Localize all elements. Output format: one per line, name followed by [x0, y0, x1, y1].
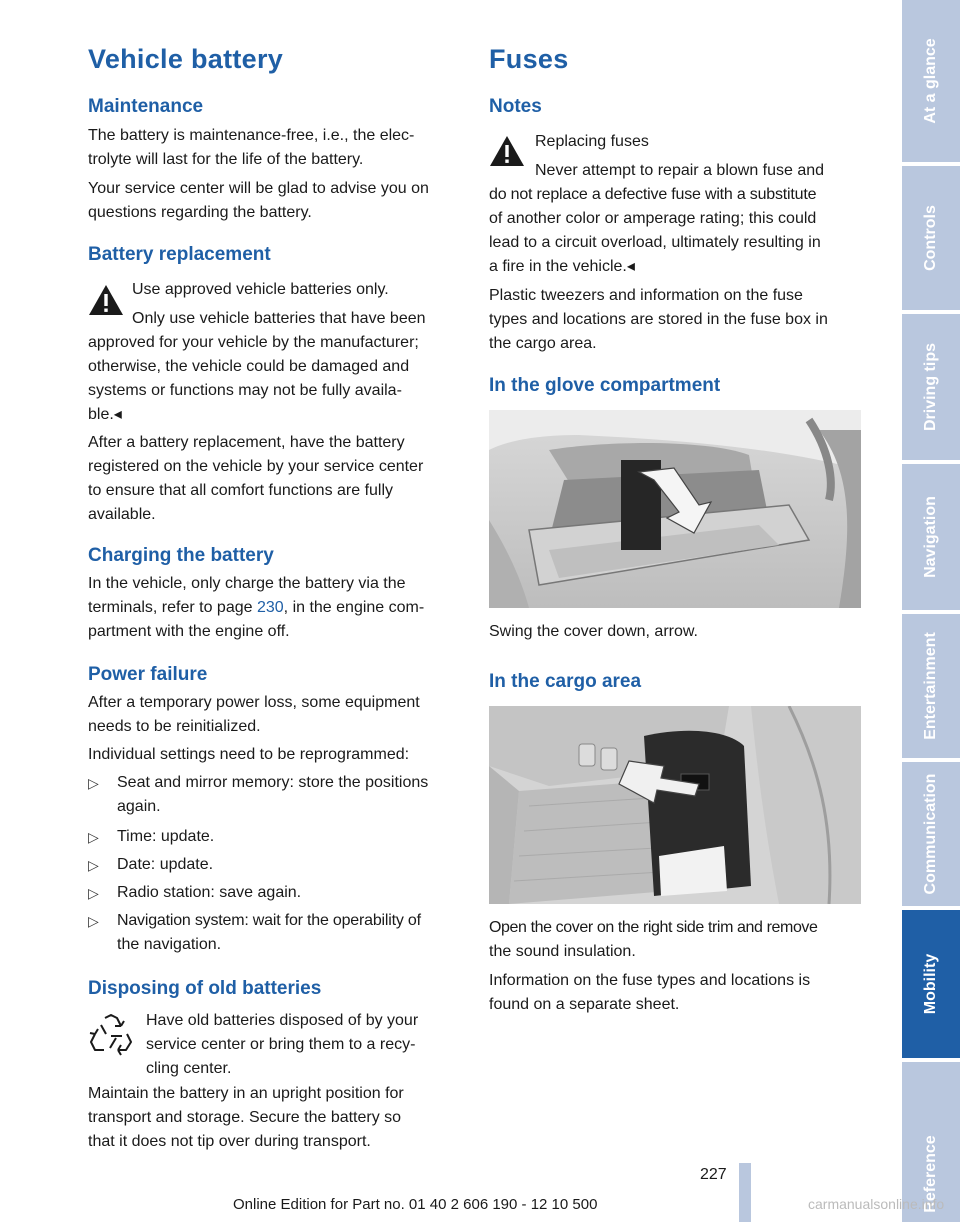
list-item: Radio station: save again. — [117, 884, 302, 901]
cargo-text: Open the cover on the right side trim and remove — [489, 919, 818, 936]
tab-at-a-glance[interactable] — [902, 0, 960, 162]
page-number-marker — [739, 1163, 751, 1222]
warning-text: Only use vehicle batteries that have been — [132, 310, 426, 327]
charging-text: In the vehicle, only charge the battery via the — [88, 575, 406, 592]
warning-icon — [489, 135, 525, 167]
tab-communication[interactable] — [902, 762, 960, 906]
tab-label: Mobility — [922, 953, 939, 1015]
disposal-text: cling center. — [146, 1060, 232, 1077]
fuse-info-text: Plastic tweezers and information on the fuse — [489, 287, 803, 304]
tab-mobility[interactable] — [902, 910, 960, 1058]
list-item: Date: update. — [117, 856, 214, 873]
heading-battery-replacement: Battery replacement — [88, 244, 271, 265]
tab-controls[interactable] — [902, 166, 960, 310]
warning-text: a fire in the vehicle.◂ — [489, 258, 635, 275]
power-text: Individual settings need to be reprogrammed: — [88, 746, 410, 763]
charging-text-part: , in the engine com- — [283, 599, 425, 616]
warning-text: otherwise, the vehicle could be damaged and — [88, 358, 410, 375]
page-number: 227 — [700, 1166, 727, 1183]
watermark: carmanualsonline.info — [808, 1196, 945, 1212]
list-item: the navigation. — [117, 936, 222, 953]
charging-text — [88, 596, 424, 620]
replacement-text: available. — [88, 506, 156, 523]
info-text: found on a separate sheet. — [489, 996, 680, 1013]
bullet-icon: ▷ — [88, 829, 99, 845]
charging-text-part: terminals, refer to page — [88, 599, 257, 616]
replacement-text: to ensure that all comfort functions are fully — [88, 482, 394, 499]
replacement-text: After a battery replacement, have the battery — [88, 434, 405, 451]
section-title-vehicle-battery: Vehicle battery — [88, 44, 284, 74]
bullet-icon: ▷ — [88, 857, 99, 873]
tab-label: Reference — [922, 1135, 939, 1213]
maintenance-text: questions regarding the battery. — [88, 204, 312, 221]
tab-label: Controls — [922, 205, 939, 271]
tab-label: Navigation — [922, 496, 939, 578]
maintenance-text: The battery is maintenance-free, i.e., the elec- — [88, 127, 415, 144]
warning-text: systems or functions may not be fully availa- — [88, 382, 402, 399]
bullet-icon: ▷ — [88, 885, 99, 901]
warning-text: Replacing fuses — [535, 133, 649, 150]
tab-driving-tips[interactable] — [902, 314, 960, 460]
warning-text: Never attempt to repair a blown fuse and — [535, 162, 825, 179]
tab-label: Driving tips — [922, 342, 939, 432]
maintenance-text: trolyte will last for the life of the battery. — [88, 151, 364, 168]
online-edition-label: Online Edition for Part no. 01 40 2 606 190 - 12 10 500 — [233, 1196, 598, 1213]
heading-maintenance: Maintenance — [88, 96, 204, 117]
list-item: Seat and mirror memory: store the positions — [117, 774, 429, 791]
tab-entertainment[interactable] — [902, 614, 960, 758]
charging-text: partment with the engine off. — [88, 623, 290, 640]
maintain-text: Maintain the battery in an upright position for — [88, 1085, 404, 1102]
warning-text: Use approved vehicle batteries only. — [132, 281, 389, 298]
list-item: Time: update. — [117, 828, 215, 845]
maintain-text: that it does not tip over during transport. — [88, 1133, 371, 1150]
tab-label: Communication — [922, 773, 939, 895]
replacement-text: registered on the vehicle by your service center — [88, 458, 424, 475]
glove-compartment-image — [489, 410, 861, 608]
bullet-icon: ▷ — [88, 913, 99, 929]
info-text: Information on the fuse types and locations is — [489, 972, 811, 989]
section-title-fuses: Fuses — [489, 44, 569, 74]
cargo-area-image — [489, 706, 861, 904]
maintain-text: transport and storage. Secure the battery so — [88, 1109, 402, 1126]
tab-navigation[interactable] — [902, 464, 960, 610]
heading-disposing: Disposing of old batteries — [88, 978, 322, 999]
warning-icon — [88, 284, 124, 316]
warning-text: approved for your vehicle by the manufacturer; — [88, 334, 419, 351]
heading-notes: Notes — [489, 96, 542, 117]
tab-label: Entertainment — [922, 632, 939, 740]
disposal-text: Have old batteries disposed of by your — [146, 1012, 419, 1029]
list-item: again. — [117, 798, 161, 815]
power-text: needs to be reinitialized. — [88, 718, 261, 735]
heading-charging-battery: Charging the battery — [88, 545, 274, 566]
heading-power-failure: Power failure — [88, 664, 208, 685]
tab-label: At a glance — [922, 38, 939, 124]
list-item: Navigation system: wait for the operability of — [117, 912, 421, 929]
warning-text: do not replace a defective fuse with a substitute — [489, 186, 817, 203]
warning-text: lead to a circuit overload, ultimately resulting in — [489, 234, 821, 251]
cargo-text: the sound insulation. — [489, 943, 636, 960]
image-caption: Swing the cover down, arrow. — [489, 623, 698, 640]
fuse-info-text: the cargo area. — [489, 335, 597, 352]
page-link[interactable]: 230 — [256, 599, 284, 616]
maintenance-text: Your service center will be glad to advise you on — [88, 180, 429, 197]
warning-text: ble.◂ — [88, 406, 122, 423]
heading-cargo-area: In the cargo area — [489, 671, 642, 692]
power-text: After a temporary power loss, some equipment — [88, 694, 420, 711]
recycling-icon — [88, 1012, 134, 1058]
chapter-sidebar — [902, 0, 960, 1222]
heading-glove-compartment: In the glove compartment — [489, 375, 721, 396]
bullet-icon: ▷ — [88, 775, 99, 791]
disposal-text: service center or bring them to a recy- — [146, 1036, 416, 1053]
warning-text: of another color or amperage rating; this could — [489, 210, 817, 227]
fuse-info-text: types and locations are stored in the fuse box in — [489, 311, 828, 328]
